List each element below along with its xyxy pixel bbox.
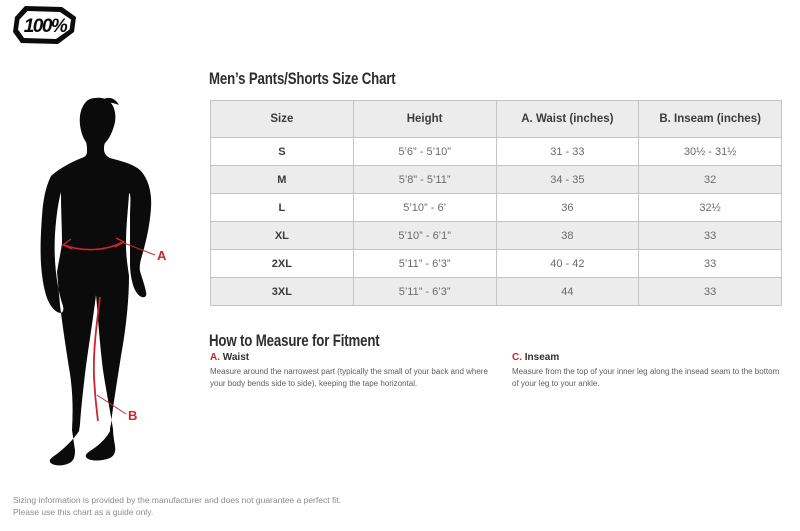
cell-size: XL [211, 222, 354, 250]
measure-description-inseam: Measure from the top of your inner leg along the insead seam to the bottom of your leg to your ankle. [512, 367, 780, 388]
cell-waist: 36 [496, 194, 639, 222]
size-table-header-row [211, 101, 782, 138]
footer-line2: Please use this chart as a guide only. [13, 507, 154, 517]
cell-inseam: 33 [639, 250, 782, 278]
measure-label-waist [210, 352, 498, 363]
cell-height: 5’11” - 6’3” [353, 250, 496, 278]
cell-size: 3XL [211, 278, 354, 306]
cell-size: 2XL [211, 250, 354, 278]
cell-inseam: 33 [639, 222, 782, 250]
cell-waist: 31 - 33 [496, 138, 639, 166]
cell-waist: 38 [496, 222, 639, 250]
table-row [211, 194, 782, 222]
measure-label-inseam [512, 352, 785, 363]
cell-waist: 44 [496, 278, 639, 306]
cell-size: M [211, 166, 354, 194]
cell-height: 5’10” - 6’ [353, 194, 496, 222]
cell-inseam: 33 [639, 278, 782, 306]
table-row [211, 250, 782, 278]
size-table-header-cell: Size [211, 101, 354, 138]
table-row [211, 278, 782, 306]
measure-description-waist: Measure around the narrowest part (typically the small of your back and where your body bends side to side), keeping the tape horizontal. [210, 367, 488, 388]
measure-letter-c: C. [512, 352, 522, 363]
figure-label-b: B [128, 408, 138, 423]
cell-waist: 34 - 35 [496, 166, 639, 194]
measure-letter-a: A. [210, 352, 220, 363]
cell-waist: 40 - 42 [496, 250, 639, 278]
cell-inseam: 30½ - 31½ [639, 138, 782, 166]
cell-size: S [211, 138, 354, 166]
cell-height: 5’11” - 6’3” [353, 278, 496, 306]
size-table-body [211, 138, 782, 306]
logo-text: 100% [23, 16, 67, 37]
table-row [211, 166, 782, 194]
size-table [210, 100, 782, 306]
footer-line1: Sizing information is provided by the manufacturer and does not guarantee a perfect fit. [13, 495, 341, 505]
cell-inseam: 32½ [639, 194, 782, 222]
measure-section-title: How to Measure for Fitment [209, 331, 380, 350]
size-table-header-cell: A. Waist (inches) [496, 101, 639, 138]
measure-item-inseam [512, 352, 785, 390]
measure-columns [210, 352, 785, 390]
table-row [211, 138, 782, 166]
body-silhouette [0, 60, 230, 480]
cell-height: 5’10” - 6’1” [353, 222, 496, 250]
cell-height: 5’6” - 5’10” [353, 138, 496, 166]
size-table-header-cell: Height [353, 101, 496, 138]
size-chart-title: Men’s Pants/Shorts Size Chart [209, 69, 396, 88]
measure-label-waist-text: Waist [222, 352, 250, 363]
size-table-header-cell: B. Inseam (inches) [639, 101, 782, 138]
cell-height: 5’8” - 5’11” [353, 166, 496, 194]
footer-disclaimer [13, 494, 341, 518]
brand-logo-icon [13, 6, 77, 45]
measure-item-waist [210, 352, 498, 390]
cell-size: L [211, 194, 354, 222]
cell-inseam: 32 [639, 166, 782, 194]
table-row [211, 222, 782, 250]
size-table-head [211, 101, 782, 138]
measure-label-inseam-text: Inseam [524, 352, 560, 363]
figure-label-a: A [157, 248, 167, 263]
